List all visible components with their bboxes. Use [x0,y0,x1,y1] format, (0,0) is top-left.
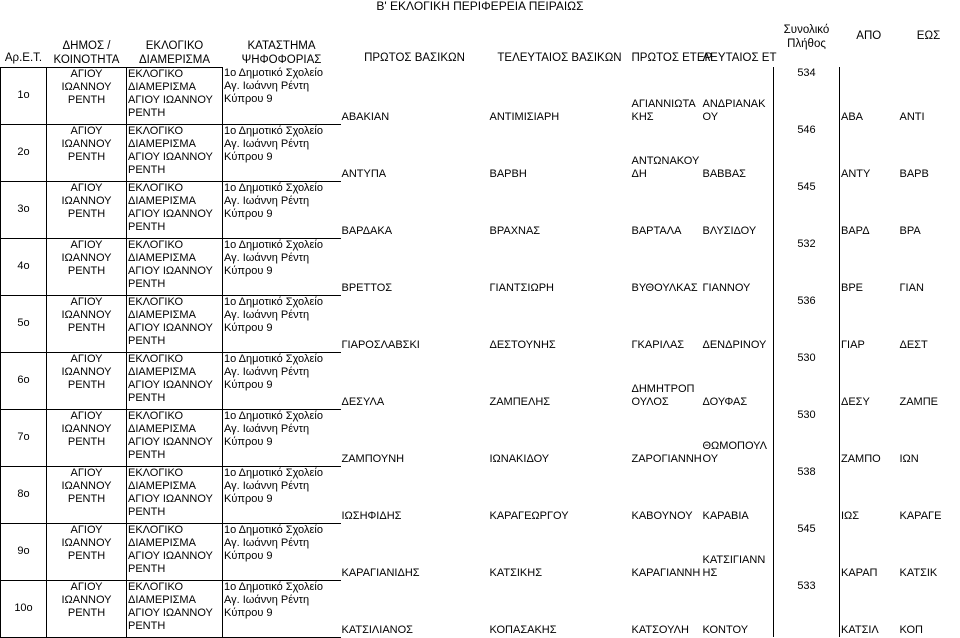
first-alternate-cell: ΒΑΡΤΑΛΑ [631,225,682,237]
first-alternate-cell: ΖΑΡΟΓΙΑΝΝΗ [631,453,702,465]
district-cell: ΕΚΛΟΓΙΚΟ ΔΙΑΜΕΡΙΣΜΑ ΑΓΙΟΥ ΙΩΑΝΝΟΥ ΡΕΝΤΗ [127,238,223,295]
from-code-cell: ΑΝΤΥ [841,168,871,180]
from-code-cell: ΔΕΣΥ [841,396,870,408]
first-surname-cell: ΖΑΜΠΟΥΝΗ [341,453,405,465]
last-alternate-cell: ΔΕΝΔΡΙΝΟΥ [702,339,767,351]
first-surname-cell: ΔΕΣΥΛΑ [341,396,385,408]
first-surname-cell: ΚΑΤΣΙΛΙΑΝΟΣ [341,624,413,636]
last-surname-cell: ΖΑΜΠΕΛΗΣ [489,396,551,408]
municipality-cell: ΑΓΙΟΥ ΙΩΑΝΝΟΥ ΡΕΝΤΗ [47,352,127,409]
last-surname-cell: ΚΟΠΑΣΑΚΗΣ [489,624,557,636]
header-index: Αρ.Ε.Τ. [4,51,43,64]
header-to: ΕΩΣ [916,30,941,42]
total-cell: 546 [774,124,840,181]
row-index: 1ο [1,67,47,124]
last-surname-cell: ΔΕΣΤΟΥΝΗΣ [489,339,556,351]
last-alternate-cell: ΑΝΔΡΙΑΝΑΚ ΟΥ [702,98,766,123]
district-cell: ΕΚΛΟΓΙΚΟ ΔΙΑΜΕΡΙΣΜΑ ΑΓΙΟΥ ΙΩΑΝΝΟΥ ΡΕΝΤΗ [127,523,223,580]
district-cell: ΕΚΛΟΓΙΚΟ ΔΙΑΜΕΡΙΣΜΑ ΑΓΙΟΥ ΙΩΑΝΝΟΥ ΡΕΝΤΗ [127,124,223,181]
last-surname-cell: ΒΡΑΧΝΑΣ [489,225,541,237]
district-cell: ΕΚΛΟΓΙΚΟ ΔΙΑΜΕΡΙΣΜΑ ΑΓΙΟΥ ΙΩΑΝΝΟΥ ΡΕΝΤΗ [127,352,223,409]
first-alternate-cell: ΑΝΤΩΝΑΚΟΥ ΔΗ [631,155,700,180]
to-code-cell: ΒΑΡΒ [899,168,929,180]
table-row [1,181,959,238]
from-code-cell: ΒΑΡΔ [841,225,870,237]
to-code-cell: ΚΟΠ [899,624,923,636]
last-surname-cell: ΚΑΤΣΙΚΗΣ [489,567,543,579]
polling-place-cell: 1ο Δημοτικό Σχολείο Αγ. Ιωάννη Ρέντη Κύπρου 9 [223,466,341,523]
to-code-cell: ΚΑΤΣΙΚ [899,567,938,579]
last-alternate-cell: ΘΩΜΟΠΟΥΛ ΟΥ [702,440,768,465]
header-row [1,15,959,67]
last-alternate-cell: ΔΟΥΦΑΣ [702,396,748,408]
municipality-cell: ΑΓΙΟΥ ΙΩΑΝΝΟΥ ΡΕΝΤΗ [47,181,127,238]
table-row [1,124,959,181]
polling-place-cell: 1ο Δημοτικό Σχολείο Αγ. Ιωάννη Ρέντη Κύπρου 9 [223,181,341,238]
header-last-surname: ΤΕΛΕΥΤΑΙΟΣ ΒΑΣΙΚΩΝ [497,52,622,64]
district-cell: ΕΚΛΟΓΙΚΟ ΔΙΑΜΕΡΙΣΜΑ ΑΓΙΟΥ ΙΩΑΝΝΟΥ ΡΕΝΤΗ [127,580,223,637]
to-code-cell: ΒΡΑ [899,225,921,237]
total-cell: 530 [774,409,840,466]
from-code-cell: ΑΒΑ [841,111,864,123]
table-row [1,238,959,295]
table-row [1,67,959,124]
row-index: 6ο [1,352,47,409]
polling-place-cell: 1ο Δημοτικό Σχολείο Αγ. Ιωάννη Ρέντη Κύπρου 9 [223,238,341,295]
last-surname-cell: ΚΑΡΑΓΕΩΡΓΟΥ [489,510,569,522]
table-row [1,523,959,580]
polling-place-cell: 1ο Δημοτικό Σχολείο Αγ. Ιωάννη Ρέντη Κύπρου 9 [223,580,341,637]
row-index: 4ο [1,238,47,295]
polling-place-cell: 1ο Δημοτικό Σχολείο Αγ. Ιωάννη Ρέντη Κύπρου 9 [223,523,341,580]
district-cell: ΕΚΛΟΓΙΚΟ ΔΙΑΜΕΡΙΣΜΑ ΑΓΙΟΥ ΙΩΑΝΝΟΥ ΡΕΝΤΗ [127,409,223,466]
first-alternate-cell: ΒΥΘΟΥΛΚΑΣ [631,282,698,294]
to-code-cell: ΖΑΜΠΕ [899,396,938,408]
from-code-cell: ΖΑΜΠΟ [841,453,881,465]
first-surname-cell: ΚΑΡΑΓΙΑΝΙΔΗΣ [341,567,420,579]
last-alternate-cell: ΚΟΝΤΟΥ [702,624,749,636]
from-code-cell: ΒΡΕ [841,282,864,294]
header-first-alternate: ΠΡΩΤΟΣ ΕΤΕΡ [631,52,713,64]
header-last-alternate: ΛΕΥΤΑΙΟΣ ΕΤ [702,52,777,64]
to-code-cell: ΚΑΡΑΓΕ [899,510,942,522]
table-row [1,466,959,523]
polling-place-cell: 1ο Δημοτικό Σχολείο Αγ. Ιωάννη Ρέντη Κύπρου 9 [223,67,341,124]
total-cell: 536 [774,295,840,352]
total-cell: 533 [774,580,840,637]
total-cell: 532 [774,238,840,295]
first-alternate-cell: ΚΑΒΟΥΝΟΥ [631,510,693,522]
to-code-cell: ΓΙΑΝ [899,282,924,294]
polling-place-cell: 1ο Δημοτικό Σχολείο Αγ. Ιωάννη Ρέντη Κύπρου 9 [223,295,341,352]
first-surname-cell: ΙΩΣΗΦΙΔΗΣ [341,510,402,522]
first-surname-cell: ΒΑΡΔΑΚΑ [341,225,393,237]
last-alternate-cell: ΒΑΒΒΑΣ [702,168,746,180]
header-polling-place: ΚΑΤΑΣΤΗΜΑ ΨΗΦΟΦΟΡΙΑΣ [241,40,322,66]
last-alternate-cell: ΓΙΑΝΝΟΥ [702,282,751,294]
municipality-cell: ΑΓΙΟΥ ΙΩΑΝΝΟΥ ΡΕΝΤΗ [47,67,127,124]
total-cell: 530 [774,352,840,409]
municipality-cell: ΑΓΙΟΥ ΙΩΑΝΝΟΥ ΡΕΝΤΗ [47,523,127,580]
from-code-cell: ΙΩΣ [841,510,860,522]
municipality-cell: ΑΓΙΟΥ ΙΩΑΝΝΟΥ ΡΕΝΤΗ [47,466,127,523]
row-index: 10ο [1,580,47,637]
to-code-cell: ΔΕΣΤ [899,339,928,351]
municipality-cell: ΑΓΙΟΥ ΙΩΑΝΝΟΥ ΡΕΝΤΗ [47,295,127,352]
row-index: 7ο [1,409,47,466]
district-cell: ΕΚΛΟΓΙΚΟ ΔΙΑΜΕΡΙΣΜΑ ΑΓΙΟΥ ΙΩΑΝΝΟΥ ΡΕΝΤΗ [127,181,223,238]
header-from: ΑΠΟ [856,30,882,42]
first-surname-cell: ΓΙΑΡΟΣΛΑΒΣΚΙ [341,339,420,351]
municipality-cell: ΑΓΙΟΥ ΙΩΑΝΝΟΥ ΡΕΝΤΗ [47,124,127,181]
first-alternate-cell: ΚΑΤΣΟΥΛΗ [631,624,689,636]
page-title: Β' ΕΚΛΟΓΙΚΗ ΠΕΡΙΦΕΡΕΙΑ ΠΕΙΡΑΙΩΣ [376,0,584,13]
total-cell: 538 [774,466,840,523]
last-alternate-cell: ΚΑΤΣΙΓΙΑΝΝ ΗΣ [702,554,766,579]
to-code-cell: ΑΝΤΙ [899,111,925,123]
last-surname-cell: ΒΑΡΒΗ [489,168,527,180]
first-surname-cell: ΑΒΑΚΙΑΝ [341,111,390,123]
first-surname-cell: ΒΡΕΤΤΟΣ [341,282,393,294]
district-cell: ΕΚΛΟΓΙΚΟ ΔΙΑΜΕΡΙΣΜΑ ΑΓΙΟΥ ΙΩΑΝΝΟΥ ΡΕΝΤΗ [127,67,223,124]
polling-place-cell: 1ο Δημοτικό Σχολείο Αγ. Ιωάννη Ρέντη Κύπρου 9 [223,409,341,466]
first-surname-cell: ΑΝΤΥΠΑ [341,168,387,180]
first-alternate-cell: ΔΗΜΗΤΡΟΠ ΟΥΛΟΣ [631,383,695,408]
row-index: 9ο [1,523,47,580]
from-code-cell: ΚΑΡΑΠ [841,567,878,579]
table-row [1,409,959,466]
first-alternate-cell: ΑΓΙΑΝΝΙΩΤΑ ΚΗΣ [631,98,696,123]
polling-place-cell: 1ο Δημοτικό Σχολείο Αγ. Ιωάννη Ρέντη Κύπρου 9 [223,352,341,409]
first-alternate-cell: ΓΚΑΡΙΛΑΣ [631,339,685,351]
header-total: Συνολικό Πλήθος [783,24,830,50]
header-first-surname: ΠΡΩΤΟΣ ΒΑΣΙΚΩΝ [364,52,465,64]
last-surname-cell: ΑΝΤΙΜΙΣΙΑΡΗ [489,111,560,123]
table-row [1,580,959,637]
municipality-cell: ΑΓΙΟΥ ΙΩΑΝΝΟΥ ΡΕΝΤΗ [47,580,127,637]
row-index: 3ο [1,181,47,238]
row-index: 2ο [1,124,47,181]
from-code-cell: ΚΑΤΣΙΛ [841,624,879,636]
last-alternate-cell: ΒΛΥΣΙΔΟΥ [702,225,757,237]
table-row [1,295,959,352]
total-cell: 545 [774,181,840,238]
municipality-cell: ΑΓΙΟΥ ΙΩΑΝΝΟΥ ΡΕΝΤΗ [47,238,127,295]
first-alternate-cell: ΚΑΡΑΓΙΑΝΝΗ [631,567,701,579]
polling-place-cell: 1ο Δημοτικό Σχολείο Αγ. Ιωάννη Ρέντη Κύπρου 9 [223,124,341,181]
last-surname-cell: ΙΩΝΑΚΙΔΟΥ [489,453,550,465]
last-alternate-cell: ΚΑΡΑΒΙΑ [702,510,749,522]
district-cell: ΕΚΛΟΓΙΚΟ ΔΙΑΜΕΡΙΣΜΑ ΑΓΙΟΥ ΙΩΑΝΝΟΥ ΡΕΝΤΗ [127,295,223,352]
header-district: ΕΚΛΟΓΙΚΟ ΔΙΑΜΕΡΙΣΜΑ [138,39,211,66]
municipality-cell: ΑΓΙΟΥ ΙΩΑΝΝΟΥ ΡΕΝΤΗ [47,409,127,466]
row-index: 8ο [1,466,47,523]
row-index: 5ο [1,295,47,352]
total-cell: 534 [774,67,840,124]
last-surname-cell: ΓΙΑΝΤΣΙΩΡΗ [489,282,554,294]
header-municipality: ΔΗΜΟΣ / ΚΟΙΝΟΤΗΤΑ [53,39,120,66]
to-code-cell: ΙΩΝ [899,453,919,465]
from-code-cell: ΓΙΑΡ [841,339,865,351]
table-row [1,352,959,409]
polling-table [0,15,959,638]
total-cell: 545 [774,523,840,580]
district-cell: ΕΚΛΟΓΙΚΟ ΔΙΑΜΕΡΙΣΜΑ ΑΓΙΟΥ ΙΩΑΝΝΟΥ ΡΕΝΤΗ [127,466,223,523]
